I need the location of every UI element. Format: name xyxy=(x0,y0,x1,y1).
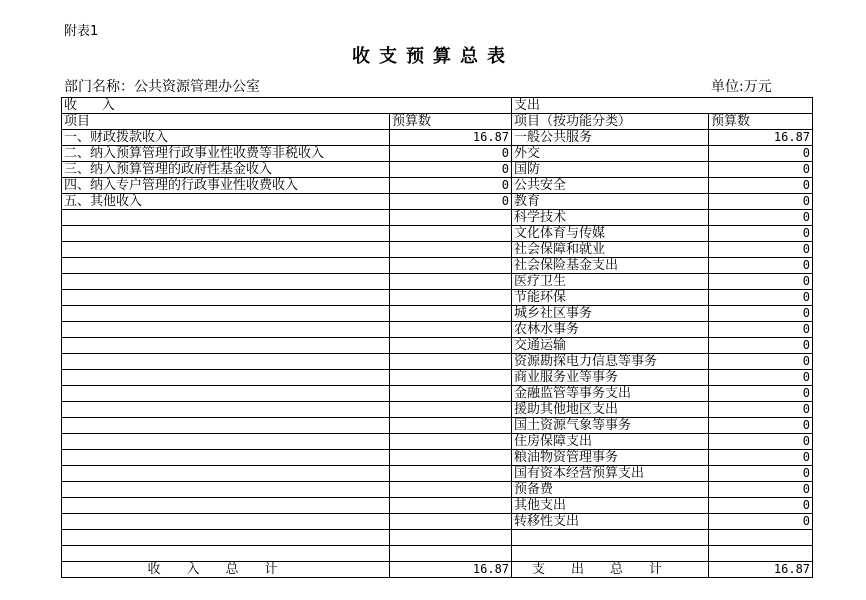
expense-item-cell: 科学技术 xyxy=(512,210,709,226)
expense-value-cell: 0 xyxy=(709,482,813,498)
department-name: 部门名称：公共资源管理办公室 xyxy=(64,79,260,95)
table-row xyxy=(62,514,813,530)
income-item-cell xyxy=(62,226,390,242)
table-row xyxy=(62,482,813,498)
expense-value-cell xyxy=(709,546,813,562)
expense-item-cell: 住房保障支出 xyxy=(512,434,709,450)
table-row xyxy=(62,210,813,226)
income-item-cell xyxy=(62,338,390,354)
income-value-cell xyxy=(390,514,512,530)
page-title: 收支预算总表 xyxy=(352,46,514,67)
income-value-cell xyxy=(390,498,512,514)
income-item-cell xyxy=(62,514,390,530)
income-item-cell xyxy=(62,386,390,402)
expense-value-cell: 0 xyxy=(709,178,813,194)
table-row xyxy=(62,546,813,562)
income-item-cell xyxy=(62,434,390,450)
expense-value-cell: 0 xyxy=(709,194,813,210)
expense-item-cell: 预备费 xyxy=(512,482,709,498)
expense-item-cell: 金融监管等事务支出 xyxy=(512,386,709,402)
table-row xyxy=(62,370,813,386)
expense-item-cell: 农林水事务 xyxy=(512,322,709,338)
income-item-header: 项目 xyxy=(62,114,390,130)
expense-value-cell: 0 xyxy=(709,322,813,338)
expense-value-cell: 0 xyxy=(709,402,813,418)
expense-value-cell: 16.87 xyxy=(709,130,813,146)
expense-item-cell xyxy=(512,546,709,562)
income-value-cell xyxy=(390,402,512,418)
income-item-cell xyxy=(62,418,390,434)
table-row xyxy=(62,242,813,258)
table-row xyxy=(62,338,813,354)
income-item-cell xyxy=(62,402,390,418)
income-value-cell xyxy=(390,370,512,386)
expense-item-cell xyxy=(512,530,709,546)
column-header-row xyxy=(62,114,813,130)
expense-value-cell: 0 xyxy=(709,514,813,530)
table-row xyxy=(62,498,813,514)
expense-value-cell: 0 xyxy=(709,210,813,226)
expense-value-cell: 0 xyxy=(709,162,813,178)
table-row xyxy=(62,450,813,466)
income-value-cell xyxy=(390,274,512,290)
income-value-cell xyxy=(390,434,512,450)
income-item-cell xyxy=(62,482,390,498)
table-row xyxy=(62,530,813,546)
income-value-cell xyxy=(390,306,512,322)
expense-item-cell: 转移性支出 xyxy=(512,514,709,530)
table-row xyxy=(62,290,813,306)
income-item-cell xyxy=(62,530,390,546)
income-value-cell: 16.87 xyxy=(390,130,512,146)
table-row xyxy=(62,274,813,290)
table-row xyxy=(62,130,813,146)
table-row xyxy=(62,306,813,322)
table-row xyxy=(62,258,813,274)
expense-value-cell: 0 xyxy=(709,290,813,306)
table-row xyxy=(62,386,813,402)
table-row xyxy=(62,146,813,162)
expense-item-cell: 城乡社区事务 xyxy=(512,306,709,322)
income-item-cell xyxy=(62,258,390,274)
income-item-cell xyxy=(62,210,390,226)
expense-value-cell: 0 xyxy=(709,338,813,354)
expense-item-cell: 外交 xyxy=(512,146,709,162)
expense-value-cell: 0 xyxy=(709,306,813,322)
income-value-cell xyxy=(390,210,512,226)
income-value-cell: 0 xyxy=(390,146,512,162)
income-value-cell xyxy=(390,338,512,354)
table-row xyxy=(62,418,813,434)
expense-value-cell: 0 xyxy=(709,418,813,434)
income-value-cell xyxy=(390,466,512,482)
income-item-cell xyxy=(62,322,390,338)
expense-value-cell: 0 xyxy=(709,498,813,514)
income-item-cell xyxy=(62,498,390,514)
table-row xyxy=(62,162,813,178)
income-item-cell: 三、纳入预算管理的政府性基金收入 xyxy=(62,162,390,178)
expense-item-cell: 粮油物资管理事务 xyxy=(512,450,709,466)
income-total-label: 收入总计 xyxy=(62,562,390,578)
expense-item-cell: 资源勘探电力信息等事务 xyxy=(512,354,709,370)
total-row xyxy=(62,562,813,578)
table-row xyxy=(62,402,813,418)
expense-item-cell: 一般公共服务 xyxy=(512,130,709,146)
income-total-value: 16.87 xyxy=(390,562,512,578)
expense-value-cell: 0 xyxy=(709,242,813,258)
income-value-cell xyxy=(390,258,512,274)
budget-table xyxy=(61,97,813,578)
income-budget-header: 预算数 xyxy=(390,114,512,130)
income-value-cell xyxy=(390,354,512,370)
income-item-cell: 二、纳入预算管理行政事业性收费等非税收入 xyxy=(62,146,390,162)
expense-total-value: 16.87 xyxy=(709,562,813,578)
income-value-cell xyxy=(390,546,512,562)
expense-item-cell: 援助其他地区支出 xyxy=(512,402,709,418)
income-item-cell xyxy=(62,466,390,482)
expense-value-cell: 0 xyxy=(709,146,813,162)
income-value-cell xyxy=(390,450,512,466)
expense-item-cell: 教育 xyxy=(512,194,709,210)
income-item-cell xyxy=(62,450,390,466)
expense-item-cell: 公共安全 xyxy=(512,178,709,194)
income-section-header: 收 入 xyxy=(62,98,512,114)
income-value-cell xyxy=(390,418,512,434)
expense-item-cell: 节能环保 xyxy=(512,290,709,306)
expense-value-cell: 0 xyxy=(709,354,813,370)
income-value-cell xyxy=(390,322,512,338)
income-value-cell: 0 xyxy=(390,178,512,194)
expense-value-cell: 0 xyxy=(709,386,813,402)
expense-value-cell: 0 xyxy=(709,274,813,290)
section-header-row xyxy=(62,98,813,114)
expense-value-cell: 0 xyxy=(709,370,813,386)
unit-label: 单位:万元 xyxy=(711,79,772,95)
income-value-cell xyxy=(390,482,512,498)
expense-budget-header: 预算数 xyxy=(709,114,813,130)
income-item-cell xyxy=(62,370,390,386)
expense-item-cell: 商业服务业等事务 xyxy=(512,370,709,386)
expense-item-cell: 医疗卫生 xyxy=(512,274,709,290)
expense-item-cell: 国防 xyxy=(512,162,709,178)
expense-item-cell: 国有资本经营预算支出 xyxy=(512,466,709,482)
expense-item-cell: 文化体育与传媒 xyxy=(512,226,709,242)
income-item-cell: 四、纳入专户管理的行政事业性收费收入 xyxy=(62,178,390,194)
expense-item-cell: 交通运输 xyxy=(512,338,709,354)
table-row xyxy=(62,226,813,242)
expense-value-cell xyxy=(709,530,813,546)
attachment-label: 附表1 xyxy=(64,24,99,39)
expense-value-cell: 0 xyxy=(709,226,813,242)
income-value-cell xyxy=(390,530,512,546)
expense-item-cell: 其他支出 xyxy=(512,498,709,514)
expense-item-cell: 国土资源气象等事务 xyxy=(512,418,709,434)
expense-value-cell: 0 xyxy=(709,434,813,450)
expense-item-cell: 社会保障和就业 xyxy=(512,242,709,258)
table-row xyxy=(62,194,813,210)
expense-item-cell: 社会保险基金支出 xyxy=(512,258,709,274)
income-value-cell xyxy=(390,290,512,306)
expense-total-label: 支出总计 xyxy=(512,562,709,578)
income-item-cell xyxy=(62,546,390,562)
income-item-cell xyxy=(62,306,390,322)
income-value-cell: 0 xyxy=(390,194,512,210)
income-item-cell: 一、财政拨款收入 xyxy=(62,130,390,146)
income-value-cell xyxy=(390,226,512,242)
income-item-cell xyxy=(62,242,390,258)
table-row xyxy=(62,466,813,482)
income-value-cell xyxy=(390,386,512,402)
income-item-cell xyxy=(62,274,390,290)
expense-item-header: 项目（按功能分类） xyxy=(512,114,709,130)
expense-value-cell: 0 xyxy=(709,450,813,466)
income-value-cell: 0 xyxy=(390,162,512,178)
table-row xyxy=(62,322,813,338)
income-item-cell: 五、其他收入 xyxy=(62,194,390,210)
income-item-cell xyxy=(62,290,390,306)
expense-section-header: 支出 xyxy=(512,98,813,114)
expense-value-cell: 0 xyxy=(709,258,813,274)
income-item-cell xyxy=(62,354,390,370)
table-row xyxy=(62,434,813,450)
income-value-cell xyxy=(390,242,512,258)
table-row xyxy=(62,354,813,370)
table-row xyxy=(62,178,813,194)
expense-value-cell: 0 xyxy=(709,466,813,482)
